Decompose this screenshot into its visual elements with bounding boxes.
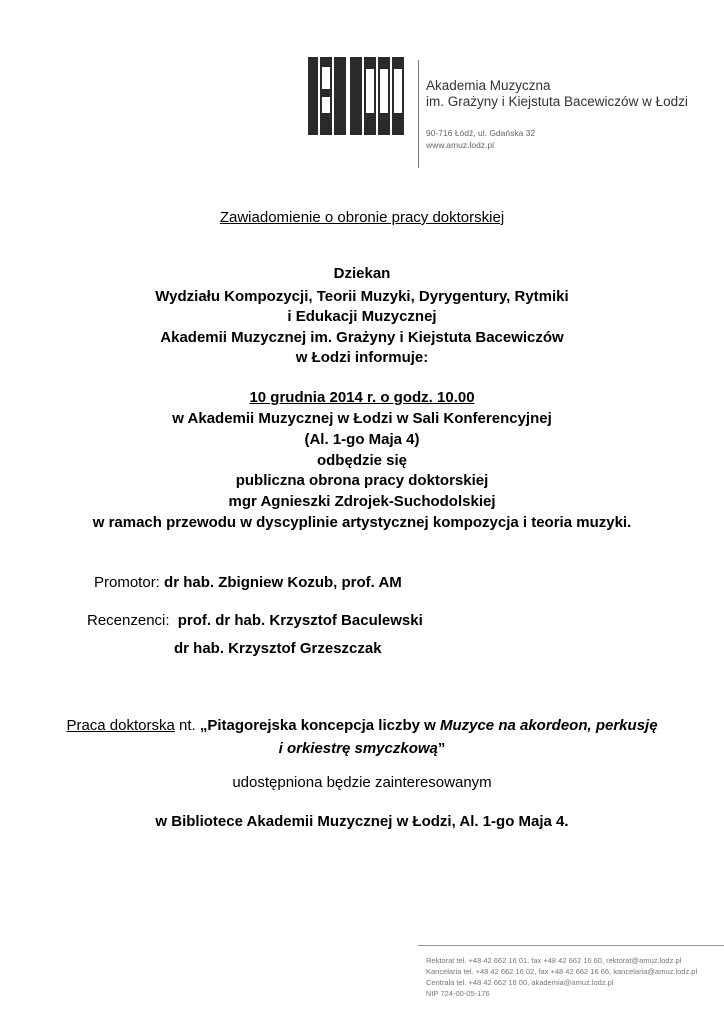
venue-address: (Al. 1-go Maja 4) xyxy=(304,431,420,448)
thesis-prefix: nt. xyxy=(174,717,200,734)
promoter-label: Promotor: xyxy=(94,574,160,591)
footer-chancellery-contact: Kancelaria tel. +48 42 662 16 02, fax +48 42 662 16 66, kancelaria@amuz.lodz.pl xyxy=(426,967,698,976)
thesis-line-2 xyxy=(0,738,724,759)
footer-nip: NIP 724-00-05-176 xyxy=(426,989,490,998)
thesis-title-part-2: Muzyce na akordeon, perkusję xyxy=(439,717,658,734)
thesis-title-part-1: „Pitagorejska koncepcja liczby w xyxy=(199,717,440,734)
academy-logo xyxy=(306,57,414,135)
thesis-title-line-2: i orkiestrę smyczkową xyxy=(278,740,438,757)
public-defense-line: publiczna obrona pracy doktorskiej xyxy=(235,472,489,489)
thesis-label: Praca doktorska xyxy=(66,717,175,734)
discipline-line: w ramach przewodu w dyscyplinie artystycznej kompozycja i teoria muzyki. xyxy=(92,514,632,531)
institution-website[interactable]: www.amuz.lodz.pl xyxy=(426,140,495,150)
reviewer-2: dr hab. Krzysztof Grzeszczak xyxy=(174,640,382,657)
notice-title: Zawiadomienie o obronie pracy doktorskiej xyxy=(219,209,505,226)
institution-patron: im. Grażyny i Kiejstuta Bacewiczów w Łodzi xyxy=(426,94,688,109)
reviewers-label: Recenzenci: xyxy=(87,612,170,629)
institution-address: 90-716 Łódź, ul. Gdańska 32 xyxy=(426,128,536,138)
promoter-row xyxy=(94,572,402,593)
thesis-line-1 xyxy=(0,715,724,736)
header-divider xyxy=(418,60,419,168)
faculty-line-1: Wydziału Kompozycji, Teorii Muzyki, Dyrygentury, Rytmiki xyxy=(155,288,569,305)
footer-switchboard-contact: Centrala tel. +48 42 662 16 00, akademia@amuz.lodz.pl xyxy=(426,978,614,987)
academy-line: Akademii Muzycznej im. Grażyny i Kiejstuta Bacewiczów xyxy=(160,329,564,346)
candidate-name: mgr Agnieszki Zdrojek-Suchodolskiej xyxy=(228,493,496,510)
reviewers-row xyxy=(87,610,423,631)
faculty-line-2: i Edukacji Muzycznej xyxy=(287,308,437,325)
promoter-name: dr hab. Zbigniew Kozub, prof. AM xyxy=(164,574,402,591)
thesis-title-close: ” xyxy=(437,740,446,757)
dean-heading: Dziekan xyxy=(333,265,391,282)
footer-rector-contact: Rektorat tel. +48 42 662 16 01, fax +48 42 662 16 60, rektorat@amuz.lodz.pl xyxy=(426,956,682,965)
defense-venue: w Akademii Muzycznej w Łodzi w Sali Konferencyjnej xyxy=(172,410,552,427)
will-take-place: odbędzie się xyxy=(316,452,408,469)
availability-line: udostępniona będzie zainteresowanym xyxy=(232,774,492,791)
defense-date-time: 10 grudnia 2014 r. o godz. 10.00 xyxy=(249,389,475,406)
reviewer-1: prof. dr hab. Krzysztof Baculewski xyxy=(177,612,423,629)
institution-name: Akademia Muzyczna xyxy=(426,78,551,93)
library-line: w Bibliotece Akademii Muzycznej w Łodzi, Al. 1-go Maja 4. xyxy=(155,813,569,830)
footer-divider xyxy=(418,945,724,946)
informs-line: w Łodzi informuje: xyxy=(295,349,429,366)
